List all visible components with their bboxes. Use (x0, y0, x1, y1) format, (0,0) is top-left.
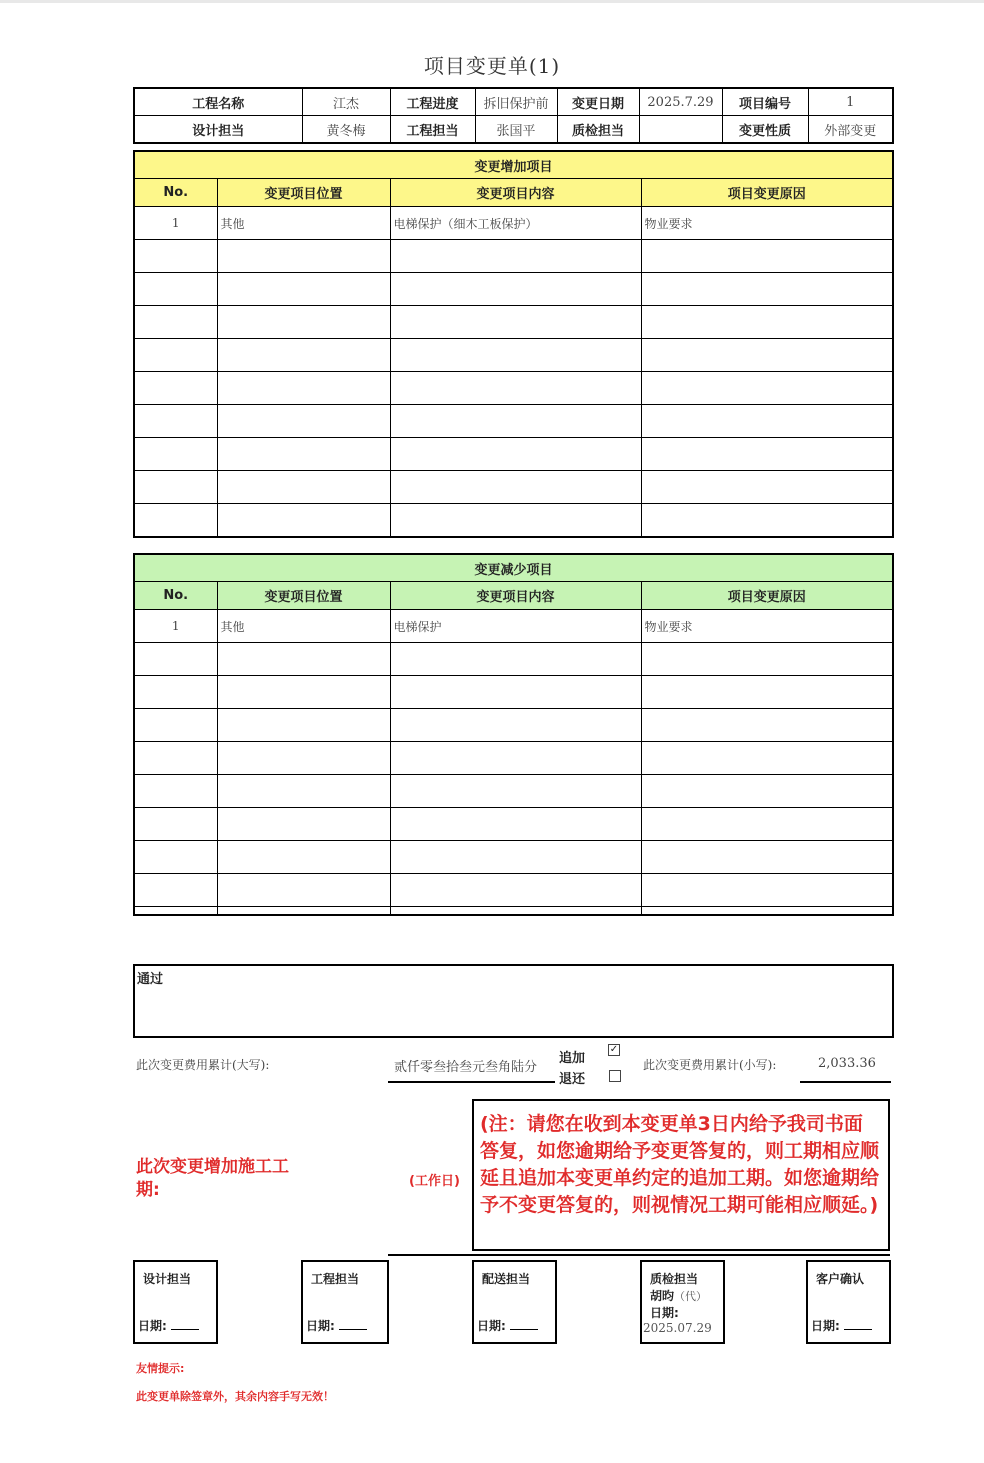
capital-underline (388, 1081, 555, 1083)
empty-cell (217, 841, 390, 874)
empty-cell (217, 907, 390, 915)
add-section-title: 变更增加项目 (134, 151, 893, 179)
sig-box-designer (133, 1260, 218, 1344)
add-section-banner (134, 151, 893, 179)
empty-cell (390, 339, 641, 372)
empty-cell (217, 405, 390, 438)
empty-cell (641, 676, 893, 709)
table-row (134, 907, 893, 915)
empty-cell (217, 438, 390, 471)
sig-box-delivery (472, 1260, 557, 1344)
sig-name: 胡昀（代） (650, 1289, 708, 1303)
refund-label: 退还 (559, 1072, 586, 1087)
sig-title: 设计担当 (143, 1272, 192, 1286)
empty-cell (217, 372, 390, 405)
empty-cell (641, 438, 893, 471)
empty-cell (641, 240, 893, 273)
empty-cell (134, 709, 217, 742)
empty-cell (390, 471, 641, 504)
page-title: 项目变更单(1) (423, 54, 561, 78)
cost-small-label: 此次变更费用累计(小写): (643, 1058, 777, 1072)
table-row (134, 438, 893, 471)
sig-box-engineer (301, 1260, 389, 1344)
add-checkbox[interactable]: ✓ (609, 1044, 619, 1055)
label-project-name: 工程名称 (134, 88, 302, 116)
empty-cell (390, 709, 641, 742)
empty-cell (134, 808, 217, 841)
table-row (134, 709, 893, 742)
sig-date: 日期: (811, 1317, 872, 1334)
add-items-table (133, 150, 894, 538)
sig-title: 工程担当 (311, 1272, 360, 1286)
sig-date: 日期: (306, 1317, 367, 1334)
label-inspector: 质检担当 (557, 116, 639, 144)
reduce-column-headers (134, 582, 893, 610)
table-row (134, 841, 893, 874)
small-underline (800, 1081, 891, 1083)
col-no: No. (134, 179, 217, 207)
sig-title: 配送担当 (482, 1272, 531, 1286)
empty-cell (217, 742, 390, 775)
row-no: 1 (134, 207, 217, 240)
sig-title: 质检担当 (650, 1272, 699, 1286)
table-row (134, 339, 893, 372)
empty-cell (641, 372, 893, 405)
empty-cell (134, 240, 217, 273)
empty-cell (390, 775, 641, 808)
empty-cell (217, 676, 390, 709)
empty-cell (134, 471, 217, 504)
table-row (134, 240, 893, 273)
empty-cell (217, 240, 390, 273)
pass-label: 通过 (137, 972, 164, 987)
label-change-date: 变更日期 (557, 88, 639, 116)
empty-cell (390, 808, 641, 841)
table-row (134, 676, 893, 709)
empty-cell (134, 372, 217, 405)
table-row (134, 372, 893, 405)
value-engineer: 张国平 (475, 116, 557, 144)
empty-cell (134, 306, 217, 339)
value-project-number: 1 (808, 88, 893, 116)
empty-cell (641, 471, 893, 504)
empty-cell (134, 874, 217, 907)
sig-title: 客户确认 (816, 1272, 865, 1286)
empty-cell (641, 841, 893, 874)
tips-text: 此变更单除签章外，其余内容手写无效！ (136, 1390, 334, 1403)
empty-cell (134, 742, 217, 775)
col-content: 变更项目内容 (390, 582, 641, 610)
table-row (134, 742, 893, 775)
row-reason: 物业要求 (641, 610, 893, 643)
add-label: 追加 (559, 1051, 586, 1066)
value-project-name: 江杰 (302, 88, 390, 116)
notice-box: (注：请您在收到本变更单3日内给予我司书面答复，如您逾期给予变更答复的，则工期相应顺延且追加本变更单约定的追加工期。如您逾期给予不变更答复的，则视情况工期可能相应顺延。) (472, 1099, 890, 1251)
empty-cell (134, 273, 217, 306)
col-position: 变更项目位置 (217, 582, 390, 610)
row-content: 电梯保护（细木工板保护） (390, 207, 641, 240)
label-engineer: 工程担当 (390, 116, 475, 144)
table-row (134, 874, 893, 907)
header-info-table (133, 87, 894, 144)
empty-cell (134, 504, 217, 538)
cost-capital-label: 此次变更费用累计(大写): (136, 1058, 270, 1072)
empty-cell (641, 339, 893, 372)
empty-cell (390, 643, 641, 676)
empty-cell (134, 676, 217, 709)
table-row (134, 306, 893, 339)
sig-box-inspector (640, 1260, 725, 1344)
reduce-section-title: 变更减少项目 (134, 554, 893, 582)
row-position: 其他 (217, 610, 390, 643)
table-row (134, 610, 893, 643)
value-change-date: 2025.7.29 (639, 88, 722, 116)
period-unit: (工作日) (409, 1174, 460, 1189)
empty-cell (641, 273, 893, 306)
row-content: 电梯保护 (390, 610, 641, 643)
cost-small-value: 2,033.36 (818, 1056, 876, 1071)
header-row-2 (134, 116, 893, 144)
empty-cell (641, 775, 893, 808)
empty-cell (641, 874, 893, 907)
col-reason: 项目变更原因 (641, 179, 893, 207)
empty-cell (217, 339, 390, 372)
table-row (134, 504, 893, 538)
header-row-1 (134, 88, 893, 116)
empty-cell (134, 775, 217, 808)
col-position: 变更项目位置 (217, 179, 390, 207)
table-row (134, 405, 893, 438)
value-designer: 黄冬梅 (302, 116, 390, 144)
label-project-number: 项目编号 (722, 88, 808, 116)
top-edge (0, 0, 984, 3)
empty-cell (390, 306, 641, 339)
empty-cell (641, 405, 893, 438)
period-label: 此次变更增加施工工期: (136, 1157, 289, 1200)
sig-date: 日期: (138, 1317, 199, 1334)
empty-cell (134, 438, 217, 471)
empty-cell (134, 643, 217, 676)
table-row (134, 471, 893, 504)
col-no: No. (134, 582, 217, 610)
row-reason: 物业要求 (641, 207, 893, 240)
empty-cell (217, 504, 390, 538)
refund-checkbox[interactable] (609, 1070, 621, 1082)
col-reason: 项目变更原因 (641, 582, 893, 610)
notice-underline (388, 1254, 890, 1256)
sig-date-label: 日期: (650, 1306, 679, 1320)
col-content: 变更项目内容 (390, 179, 641, 207)
empty-cell (390, 405, 641, 438)
empty-cell (641, 504, 893, 538)
value-change-type: 外部变更 (808, 116, 893, 144)
sig-date-value: 2025.07.29 (643, 1321, 712, 1335)
empty-cell (217, 709, 390, 742)
value-progress: 拆旧保护前 (475, 88, 557, 116)
table-row (134, 273, 893, 306)
row-position: 其他 (217, 207, 390, 240)
table-row (134, 643, 893, 676)
empty-cell (217, 775, 390, 808)
empty-cell (641, 742, 893, 775)
empty-cell (641, 643, 893, 676)
label-change-type: 变更性质 (722, 116, 808, 144)
empty-cell (390, 504, 641, 538)
empty-cell (217, 643, 390, 676)
empty-cell (134, 405, 217, 438)
empty-cell (134, 907, 217, 915)
label-progress: 工程进度 (390, 88, 475, 116)
empty-cell (390, 742, 641, 775)
row-no: 1 (134, 610, 217, 643)
empty-cell (134, 339, 217, 372)
empty-cell (390, 240, 641, 273)
tips-label: 友情提示: (136, 1362, 185, 1375)
empty-cell (217, 808, 390, 841)
empty-cell (217, 471, 390, 504)
empty-cell (217, 273, 390, 306)
empty-cell (390, 273, 641, 306)
empty-cell (641, 306, 893, 339)
value-inspector (639, 116, 722, 144)
add-column-headers (134, 179, 893, 207)
empty-cell (390, 907, 641, 915)
empty-cell (390, 841, 641, 874)
empty-cell (641, 709, 893, 742)
empty-cell (390, 676, 641, 709)
table-row (134, 775, 893, 808)
reduce-items-table (133, 553, 894, 916)
empty-cell (641, 808, 893, 841)
label-designer: 设计担当 (134, 116, 302, 144)
empty-cell (390, 372, 641, 405)
pass-box (133, 964, 894, 1038)
empty-cell (390, 438, 641, 471)
reduce-section-banner (134, 554, 893, 582)
cost-capital-value: 贰仟零叁拾叁元叁角陆分 (394, 1060, 538, 1075)
empty-cell (641, 907, 893, 915)
empty-cell (217, 306, 390, 339)
empty-cell (217, 874, 390, 907)
empty-cell (134, 841, 217, 874)
empty-cell (390, 874, 641, 907)
sig-box-customer (806, 1260, 891, 1344)
sig-date: 日期: (477, 1317, 538, 1334)
table-row (134, 207, 893, 240)
table-row (134, 808, 893, 841)
